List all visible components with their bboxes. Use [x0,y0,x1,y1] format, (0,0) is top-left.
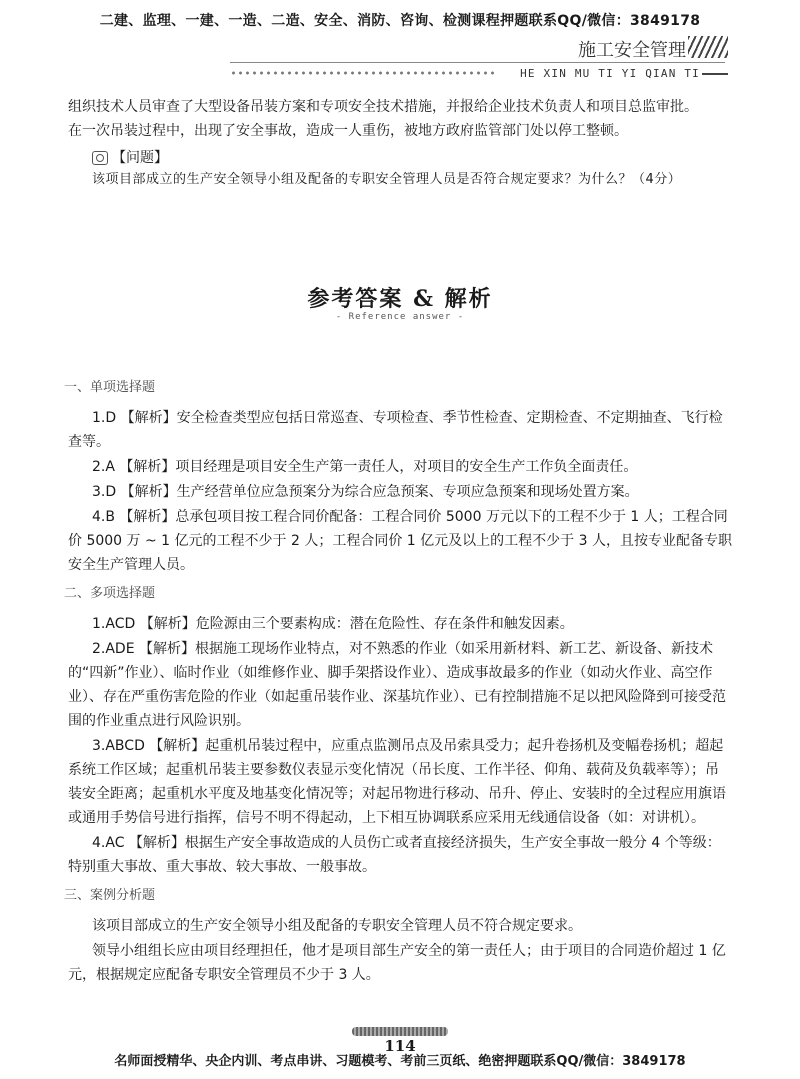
answers-body [64,378,732,988]
page-number-ornament [352,1027,448,1036]
answer-item: 4.B 【解析】总承包项目按工程合同价配备：工程合同价 5000 万元以下的工程不少于 1 人；工程合同价 5000 万 ~ 1 亿元的工程不少于 2 人；工程合同价 1 亿元及以上的工程不少于 3 人，且按专业配备专职安全生产管理人员。 [68,509,732,573]
answer-item: 1.D 【解析】安全检查类型应包括日常巡查、专项检查、季节性检查、定期检查、不定期抽查、飞行检查等。 [68,410,723,450]
pinyin-subtitle: HE XIN MU TI YI QIAN TI [520,67,700,80]
answer-title: 参考答案 & 解析 [307,286,493,312]
section-heading-case: 三、案例分析题 [64,888,156,903]
case-paragraph-line: 在一次吊装过程中，出现了安全事故，造成一人重伤，被地方政府监管部门处以停工整顿。 [68,123,628,139]
answer-item: 2.ADE 【解析】根据施工现场作业特点，对不熟悉的作业（如采用新材料、新工艺、新设备、新技术的“四新”作业）、临时作业（如维修作业、脚手架搭设作业）、造成事故最多的作业（如动火作业、高空作业）、存在严重伤害危险的作业（如起重吊装作业、深基坑作业）、已有控制措施不足以把风险降到可接受范围的作业重点进行风险识别。 [68,641,726,729]
question-text: 该项目部成立的生产安全领导小组及配备的专职安全管理人员是否符合规定要求？为什么？（4分） [92,172,682,187]
page-number: 114 [384,1037,416,1055]
case-paragraph-line: 组织技术人员审查了大型设备吊装方案和专项安全技术措施，并报给企业技术负责人和项目总监审批。 [68,99,698,115]
header-rule [230,62,725,63]
answer-item: 3.ABCD 【解析】起重机吊装过程中，应重点监测吊点及吊索具受力；起升卷扬机及变幅卷扬机；超起系统工作区域；起重机吊装主要参数仪表显示变化情况（吊长度、工作半径、仰角、载荷及负载率等）；吊装安全距离；起重机水平度及地基变化情况等；对起吊物进行移动、吊升、停止、安装时的全过程应用旗语或通用手势信号进行指挥，信号不明不得起动，上下相互协调联系应采用无线通信设备（如：对讲机）。 [68,738,726,826]
answer-item: 2.A 【解析】项目经理是项目安全生产第一责任人，对项目的安全生产工作负全面责任。 [92,459,638,475]
header-rule-end [702,73,728,75]
question-label: 【问题】 [112,150,168,166]
answer-subtitle: - Reference answer - [335,312,465,322]
section-heading-single: 一、单项选择题 [64,380,156,395]
top-banner: 二建、监理、一建、一造、二造、安全、消防、咨询、检测课程押题联系QQ/微信：3849178 [99,13,701,29]
stripes-decoration [688,36,728,58]
section-title: 施工安全管理 [578,40,686,61]
dotted-rule [230,70,495,76]
question-heading [92,147,732,169]
bottom-banner: 名师面授精华、央企内训、考点串讲、习题模考、考前三页纸、绝密押题联系QQ/微信：3849178 [114,1054,686,1069]
section-heading-multiple: 二、多项选择题 [64,586,156,601]
answer-item: 领导小组组长应由项目经理担任，他才是项目部生产安全的第一责任人；由于项目的合同造价超过 1 亿元，根据规定应配备专职安全管理员不少于 3 人。 [68,943,726,983]
case-context [68,95,732,191]
answer-item: 3.D 【解析】生产经营单位应急预案分为综合应急预案、专项应急预案和现场处置方案。 [92,484,639,500]
answer-item: 该项目部成立的生产安全领导小组及配备的专职安全管理人员不符合规定要求。 [92,918,582,934]
answer-item: 4.AC 【解析】根据生产安全事故造成的人员伤亡或者直接经济损失，生产安全事故一般分 4 个等级：特别重大事故、重大事故、较大事故、一般事故。 [68,835,721,875]
running-head [230,34,730,84]
question-icon [92,151,108,165]
answer-item: 1.ACD 【解析】危险源由三个要素构成：潜在危险性、存在条件和触发因素。 [92,616,574,632]
